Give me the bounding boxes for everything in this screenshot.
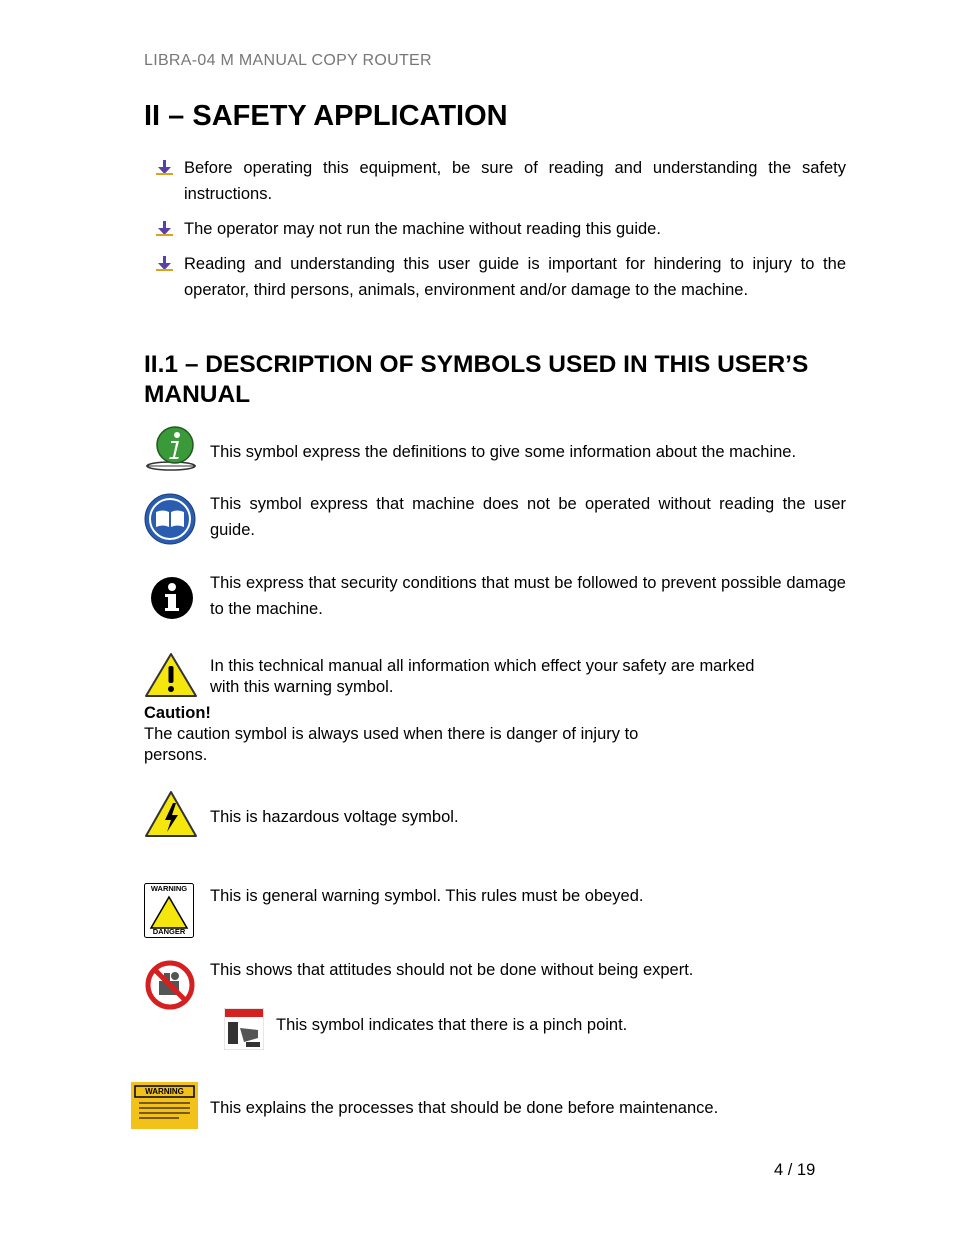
bullet-arrow-icon xyxy=(156,251,184,277)
prohibition-icon xyxy=(144,959,196,1011)
expert-symbol-text: This shows that attitudes should not be done without being expert. xyxy=(210,961,694,979)
warning-symbol-text xyxy=(210,656,754,698)
caution-text-line2: persons. xyxy=(144,746,208,764)
subsection-title: II.1 – DESCRIPTION OF SYMBOLS USED IN THIS USER’S MANUAL xyxy=(144,351,809,408)
page-number: 4 / 19 xyxy=(774,1161,816,1179)
warning-text-line2: with this warning symbol. xyxy=(210,678,394,696)
warning-label-icon xyxy=(131,1082,198,1129)
manual-symbol-text: This symbol express that machine does not be operated without reading the user guide. xyxy=(210,495,846,539)
danger-sign-label: DANGER xyxy=(152,927,186,936)
caution-heading: Caution! xyxy=(144,704,211,722)
list-item xyxy=(156,251,846,303)
general-warning-symbol-text: This is general warning symbol. This rules must be obeyed. xyxy=(210,887,644,905)
warning-sign-label: WARNING xyxy=(150,884,188,893)
list-item xyxy=(156,216,846,242)
bullet-text: The operator may not run the machine without reading this guide. xyxy=(184,220,661,238)
security-symbol-text: This express that security conditions that must be followed to prevent possible damage to the machine. xyxy=(210,574,846,618)
pinch-symbol-text: This symbol indicates that there is a pinch point. xyxy=(276,1016,628,1034)
info-i-icon xyxy=(144,424,198,472)
read-manual-icon xyxy=(144,493,196,545)
info-symbol-text: This symbol express the definitions to give some information about the machine. xyxy=(210,443,797,461)
maintenance-symbol-text: This explains the processes that should be done before maintenance. xyxy=(210,1099,719,1117)
info-circle-icon xyxy=(150,576,194,620)
bullet-arrow-icon xyxy=(156,216,184,242)
bullet-text: Reading and understanding this user guide is important for hindering to injury to the operator, third persons, animals, environment and/or damage to the machine. xyxy=(184,255,846,299)
pinch-point-icon xyxy=(224,1008,264,1050)
voltage-symbol-text: This is hazardous voltage symbol. xyxy=(210,808,459,826)
caution-text-line1: The caution symbol is always used when there is danger of injury to xyxy=(144,725,639,743)
warning-label-text: WARNING xyxy=(145,1087,184,1096)
list-item xyxy=(156,155,846,207)
warning-triangle-icon xyxy=(144,652,198,698)
bullet-arrow-icon xyxy=(156,155,184,181)
warning-danger-sign-icon xyxy=(144,883,194,938)
section-title: II – SAFETY APPLICATION xyxy=(144,100,508,132)
bullet-text: Before operating this equipment, be sure of reading and understanding the safety instructions. xyxy=(184,159,846,203)
caution-block xyxy=(144,703,638,766)
warning-text-line1: In this technical manual all information which effect your safety are marked xyxy=(210,657,755,675)
page-header: LIBRA-04 M MANUAL COPY ROUTER xyxy=(144,52,432,69)
bullet-list xyxy=(156,155,846,312)
high-voltage-icon xyxy=(144,790,198,838)
